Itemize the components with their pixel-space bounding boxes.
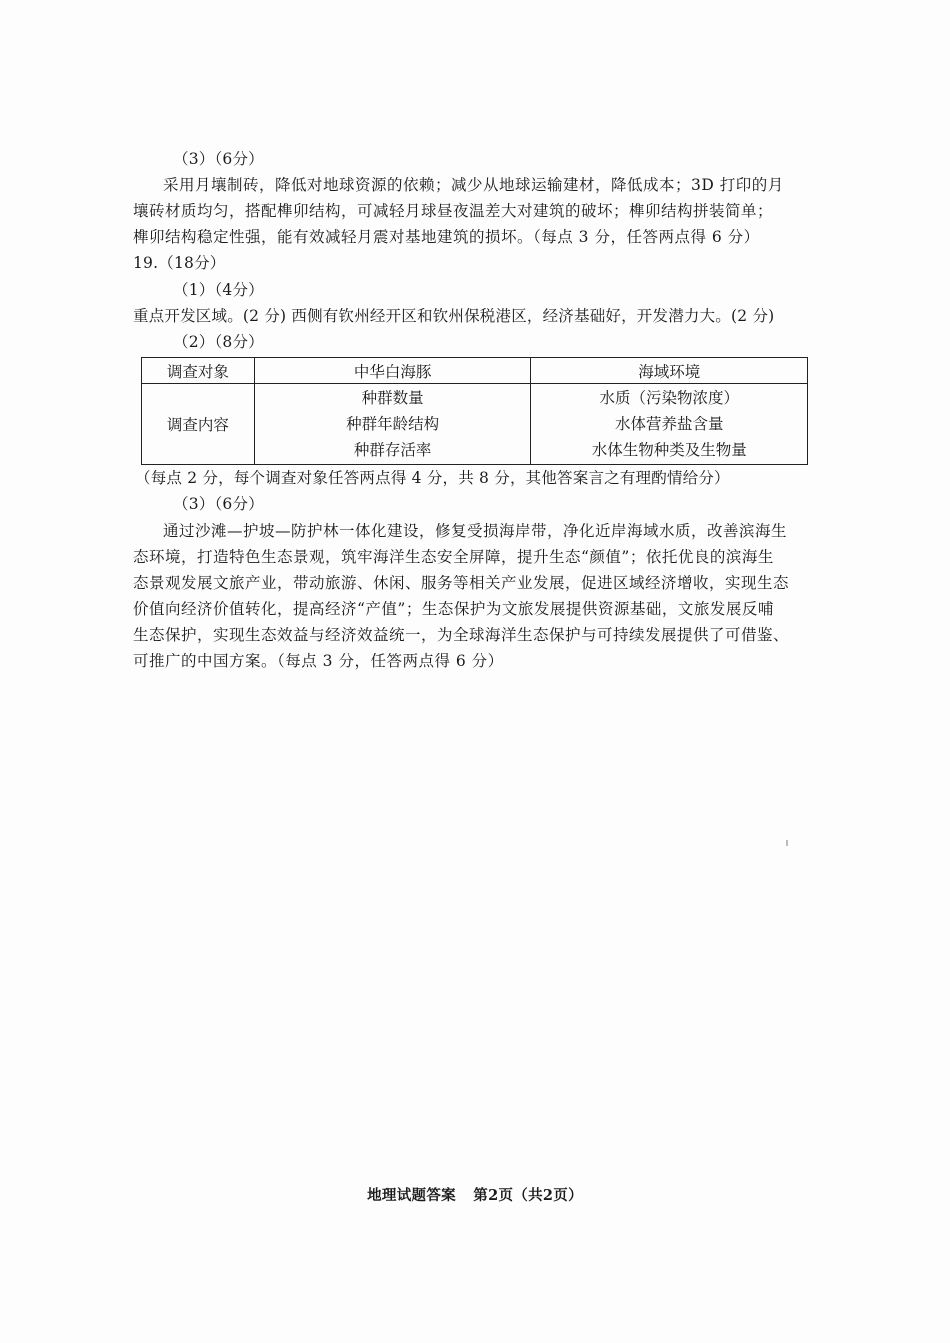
survey-table — [141, 357, 808, 465]
dolphin-items-cell — [254, 384, 531, 465]
environment-item: 水体营养盐含量 — [614, 415, 724, 433]
q19-part1-answer: 重点开发区域。(2 分) 西侧有钦州经开区和钦州保税港区，经济基础好，开发潜力大。(2 分) — [133, 307, 775, 325]
environment-items-cell — [531, 384, 808, 465]
q18-part3-line-3: 榫卯结构稳定性强，能有效减轻月震对基地建筑的损坏。（每点 3 分，任答两点得 6 分） — [133, 228, 760, 246]
survey-table-content-row — [142, 384, 808, 465]
q19-part3-line-6: 可推广的中国方案。（每点 3 分，任答两点得 6 分） — [133, 652, 504, 670]
environment-item: 水质（污染物浓度） — [599, 389, 739, 407]
q19-part3-line-1: 通过沙滩—护坡—防护林一体化建设，修复受损海岸带，净化近岸海域水质，改善滨海生 — [163, 522, 788, 540]
footer-page-number: 第2页（共2页） — [473, 1187, 583, 1204]
q19-part3-line-2: 态环境，打造特色生态景观，筑牢海洋生态安全屏障，提升生态“颜值”；依托优良的滨海生 — [133, 548, 774, 566]
header-survey-object: 调查对象 — [142, 358, 255, 384]
q19-part3-line-3: 态景观发展文旅产业，带动旅游、休闲、服务等相关产业发展，促进区域经济增收，实现生态 — [133, 574, 790, 592]
survey-table-header-row — [142, 358, 808, 384]
q19-part3-heading: （3）（6分） — [173, 495, 264, 513]
page-footer — [0, 1184, 950, 1205]
q19-part2-heading: （2）（8分） — [173, 333, 264, 351]
q19-part1-heading: （1）（4分） — [173, 281, 264, 299]
q19-part3-answer — [133, 518, 789, 674]
q19-part2-scoring-note: （每点 2 分，每个调查对象任答两点得 4 分，共 8 分，其他答案言之有理酌情给分） — [135, 469, 730, 487]
q19-part3-line-5: 生态保护，实现生态效益与经济效益统一，为全球海洋生态保护与可持续发展提供了可借鉴、 — [133, 626, 790, 644]
q18-part3-answer — [133, 172, 784, 250]
header-sea-environment: 海域环境 — [531, 358, 808, 384]
q19-part3-line-4: 价值向经济价值转化，提高经济“产值”；生态保护为文旅发展提供资源基础，文旅发展反哺 — [133, 600, 774, 618]
q18-part3-line-1: 采用月壤制砖，降低对地球资源的依赖；减少从地球运输建材，降低成本；3D 打印的月 — [163, 176, 784, 194]
q18-part3-heading: （3）（6分） — [173, 150, 264, 168]
scan-speck — [786, 840, 788, 846]
row-label-survey-content: 调查内容 — [142, 384, 255, 465]
environment-item: 水体生物种类及生物量 — [591, 441, 747, 459]
header-white-dolphin: 中华白海豚 — [254, 358, 531, 384]
q18-part3-line-2: 壤砖材质均匀，搭配榫卯结构，可减轻月球昼夜温差大对建筑的破坏；榫卯结构拼装简单； — [133, 202, 774, 220]
footer-subject: 地理试题答案 — [367, 1187, 456, 1204]
dolphin-item: 种群年龄结构 — [346, 415, 440, 433]
dolphin-item: 种群存活率 — [353, 441, 432, 459]
q19-heading: 19.（18分） — [133, 254, 226, 272]
dolphin-item: 种群数量 — [361, 389, 424, 407]
